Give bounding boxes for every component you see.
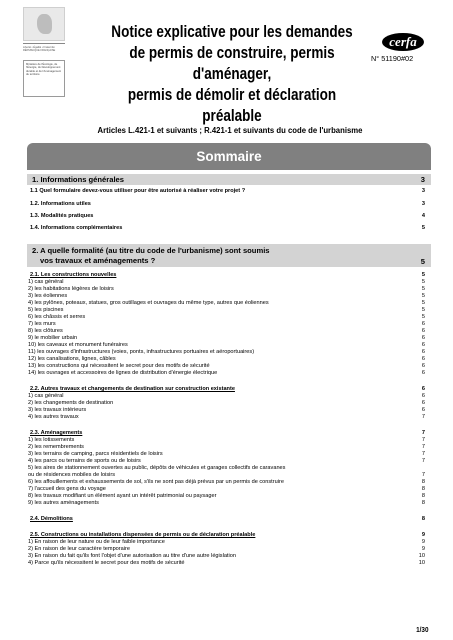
- logo-country: RÉPUBLIQUE FRANÇAISE: [23, 49, 56, 53]
- document-title: Notice explicative pour les demandes de permis de construire, permis d'aménager, permis de démolir et déclaration préalable: [111, 23, 353, 125]
- toc-entry[interactable]: 1.2. Informations utiles 3: [30, 201, 425, 207]
- toc-item-label: 2) les remembrements: [28, 444, 84, 450]
- toc-item-label: 8) les clôtures: [28, 328, 63, 334]
- section-2: [27, 244, 431, 622]
- toc-item[interactable]: [27, 393, 431, 400]
- toc-item-label: 7) les murs: [28, 321, 56, 327]
- toc-item-label: 14) les ouvrages et accessoires de lignes de distribution d'énergie électrique: [28, 370, 218, 376]
- toc-item-page: 7: [421, 437, 425, 443]
- toc-item-page: 7: [421, 444, 425, 450]
- toc-item-page: 9: [421, 539, 425, 545]
- toc-item[interactable]: [27, 486, 431, 493]
- cerfa-number: N° 51190#02: [371, 54, 414, 63]
- toc-item-page: 5: [421, 286, 425, 292]
- toc-item-label: 9) le mobilier urbain: [28, 335, 78, 341]
- toc-item-page: 5: [421, 300, 425, 306]
- toc-item[interactable]: [27, 451, 431, 458]
- toc-item-page: 5: [421, 307, 425, 313]
- toc-subsection[interactable]: 2.5. Constructions ou installations dispensées de permis ou de déclaration préalable 9: [30, 532, 425, 538]
- toc-item-page: 7: [421, 472, 425, 478]
- republique-francaise-logo: [23, 7, 65, 52]
- logo-motto: Liberté • Égalité • Fraternité: [23, 46, 55, 49]
- toc-item-label: 5) les aires de stationnement ouvertes au public, dépôts de véhicules et garages collectifs de caravanes: [28, 465, 286, 471]
- toc-item[interactable]: [27, 307, 431, 314]
- toc-entry[interactable]: 1.1 Quel formulaire devez-vous utiliser pour être autorisé à réaliser votre projet ? 3: [30, 188, 425, 194]
- toc-item-label: 3) les éoliennes: [28, 293, 68, 299]
- toc-subsection[interactable]: 2.4. Démolitions 8: [30, 516, 425, 522]
- toc-item[interactable]: [27, 479, 431, 486]
- toc-item-label: 5) les piscines: [28, 307, 64, 313]
- toc-item[interactable]: [27, 349, 431, 356]
- toc-item[interactable]: [27, 321, 431, 328]
- toc-item-label: 6) les affouillements et exhaussements de sol, s'ils ne sont pas déjà prévus par un permis de construire: [28, 479, 284, 485]
- toc-item-page: 6: [421, 400, 425, 406]
- section-1: [27, 174, 431, 234]
- toc-subsection[interactable]: 2.3. Aménagements 7: [30, 430, 425, 436]
- toc-item-page: 5: [421, 293, 425, 299]
- toc-item[interactable]: [27, 328, 431, 335]
- toc-item[interactable]: [27, 539, 431, 546]
- toc-item-label: 1) En raison de leur nature ou de leur faible importance: [28, 539, 165, 545]
- toc-item-page: 6: [421, 370, 425, 376]
- toc-item[interactable]: [27, 472, 431, 479]
- section-1-heading[interactable]: 1. Informations générales 3: [27, 174, 431, 185]
- toc-subsection[interactable]: 2.1. Les constructions nouvelles 5: [30, 272, 425, 278]
- toc-item[interactable]: [27, 286, 431, 293]
- toc-entry[interactable]: 1.4. Informations complémentaires 5: [30, 225, 425, 231]
- legal-references: Articles L.421-1 et suivants ; R.421-1 et suivants du code de l'urbanisme: [97, 125, 363, 135]
- toc-item-page: 10: [418, 553, 425, 559]
- toc-item-label: 4) les autres travaux: [28, 414, 79, 420]
- toc-item-label: 3) les terrains de camping, parcs résidentiels de loisirs: [28, 451, 163, 457]
- list-2-5: [27, 539, 431, 567]
- toc-item-page: 6: [421, 342, 425, 348]
- toc-item[interactable]: [27, 560, 431, 567]
- toc-item-page: 6: [421, 349, 425, 355]
- toc-item[interactable]: [27, 279, 431, 286]
- list-2-2: [27, 393, 431, 421]
- toc-item-label: 12) les canalisations, lignes, câbles: [28, 356, 116, 362]
- toc-item-label: 3) En raison du fait qu'ils font l'objet d'une autorisation au titre d'une autre législation: [28, 553, 236, 559]
- section-page: 5: [420, 256, 425, 266]
- toc-item-page: 6: [421, 356, 425, 362]
- ministry-box: Ministère de l'Écologie, de l'Énergie, du Développement durable et de l'Aménagement du territoire: [23, 60, 65, 97]
- toc-entry[interactable]: 1.3. Modalités pratiques 4: [30, 213, 425, 219]
- toc-subsection[interactable]: 2.2. Autres travaux et changements de destination sur construction existante 6: [30, 386, 425, 392]
- toc-item-page: 8: [421, 500, 425, 506]
- list-2-3: [27, 437, 431, 507]
- toc-item[interactable]: [27, 444, 431, 451]
- toc-item-label: 2) les habitations légères de loisirs: [28, 286, 114, 292]
- toc-item[interactable]: [27, 437, 431, 444]
- toc-item-page: 6: [421, 363, 425, 369]
- section-page: 3: [420, 175, 425, 184]
- toc-item[interactable]: [27, 300, 431, 307]
- toc-item-label: 10) les caveaux et monument funéraires: [28, 342, 128, 348]
- toc-item[interactable]: [27, 356, 431, 363]
- toc-item-page: 6: [421, 321, 425, 327]
- toc-item-label: 11) les ouvrages d'infrastructures (voies, ponts, infrastructures portuaires et aéroportuaires): [28, 349, 255, 355]
- toc-item-page: 7: [421, 451, 425, 457]
- toc-item[interactable]: [27, 314, 431, 321]
- toc-item-label: 1) les lotissements: [28, 437, 75, 443]
- toc-item-label: 8) les travaux modifiant un élément ayant un intérêt patrimonial ou paysager: [28, 493, 217, 499]
- toc-item[interactable]: [27, 335, 431, 342]
- toc-item[interactable]: [27, 370, 431, 377]
- toc-item-label: 1) cas général: [28, 393, 64, 399]
- toc-item[interactable]: [27, 407, 431, 414]
- toc-item-label: 4) les pylônes, poteaux, statues, gros outillages et ouvrages du même type, autres que éoliennes: [28, 300, 269, 306]
- toc-item-label: 13) les constructions qui nécessitent le secret pour des motifs de sécurité: [28, 363, 210, 369]
- toc-item-label: 2) En raison de leur caractère temporaire: [28, 546, 130, 552]
- toc-item-page: 6: [421, 393, 425, 399]
- toc-item-page: 5: [421, 279, 425, 285]
- list-2-1: [27, 279, 431, 377]
- toc-item[interactable]: [27, 500, 431, 507]
- toc-item-label: 7) l'accueil des gens du voyage: [28, 486, 106, 492]
- toc-item-page: 8: [421, 479, 425, 485]
- toc-item[interactable]: [27, 363, 431, 370]
- toc-item-page: 9: [421, 546, 425, 552]
- sommaire-banner: Sommaire: [27, 143, 431, 170]
- toc-item[interactable]: [27, 493, 431, 500]
- toc-item[interactable]: [27, 400, 431, 407]
- toc-item-page: 6: [421, 407, 425, 413]
- toc-item-label: 4) Parce qu'ils nécessitent le secret pour des motifs de sécurité: [28, 560, 185, 566]
- toc-item[interactable]: [27, 458, 431, 465]
- toc-item-label: ou de résidences mobiles de loisirs: [28, 472, 116, 478]
- toc-item[interactable]: [27, 553, 431, 560]
- cerfa-logo: cerfa: [382, 33, 424, 51]
- toc-item-page: 8: [421, 486, 425, 492]
- toc-item-page: 7: [421, 414, 425, 420]
- toc-item-page: 7: [421, 458, 425, 464]
- toc-item-label: 4) les parcs ou terrains de sports ou de loisirs: [28, 458, 141, 464]
- toc-item-label: 6) les châssis et serres: [28, 314, 86, 320]
- toc-item-page: 6: [421, 328, 425, 334]
- toc-item[interactable]: [27, 546, 431, 553]
- marianne-logo-icon: [23, 7, 65, 41]
- toc-item[interactable]: [27, 414, 431, 421]
- toc-item-page: 5: [421, 314, 425, 320]
- toc-item[interactable]: [27, 293, 431, 300]
- page-number: 1/30: [416, 625, 429, 634]
- toc-item-page: 8: [421, 493, 425, 499]
- section-2-heading[interactable]: 2. A quelle formalité (au titre du code de l'urbanisme) sont soumis vos travaux et aménagements ? 5: [27, 244, 431, 267]
- toc-item-page: 10: [418, 560, 425, 566]
- toc-item-label: 9) les autres aménagements: [28, 500, 99, 506]
- toc-item[interactable]: [27, 465, 431, 472]
- toc-item-page: 6: [421, 335, 425, 341]
- toc-item[interactable]: [27, 342, 431, 349]
- toc-item-label: 2) les changements de destination: [28, 400, 114, 406]
- toc-item-label: 1) cas général: [28, 279, 64, 285]
- toc-item-label: 3) les travaux intérieurs: [28, 407, 87, 413]
